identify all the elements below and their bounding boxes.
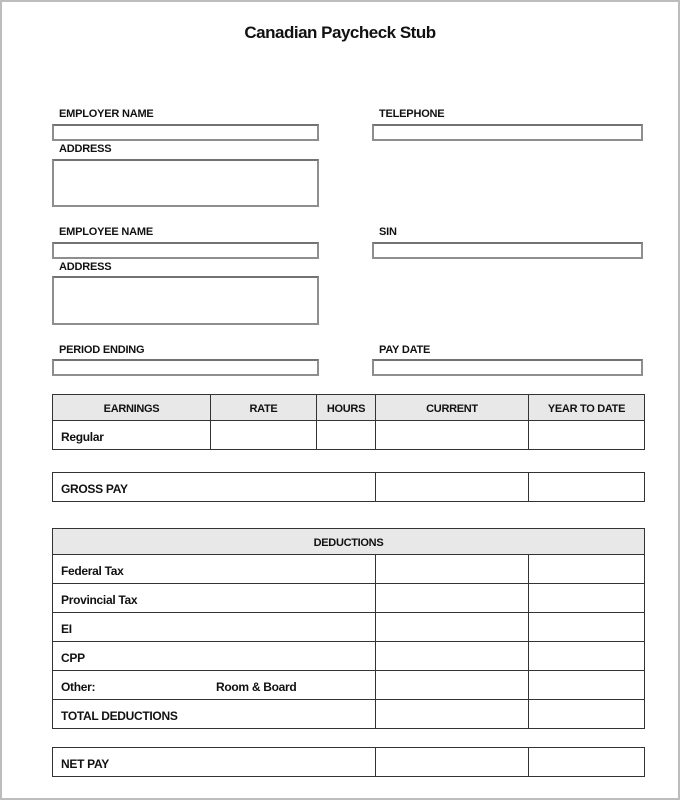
employee-address-label: ADDRESS: [59, 261, 112, 273]
employee-name-input[interactable]: [52, 242, 319, 259]
deduction-year-to-date-cell: [528, 555, 644, 583]
net-pay-row: [53, 748, 644, 776]
regular-rate-cell: [210, 421, 316, 449]
gross-pay-year-to-date-cell: [528, 473, 644, 501]
earnings-row-label: Regular: [61, 430, 104, 444]
deductions-table: [52, 528, 645, 729]
pay-date-label: PAY DATE: [379, 344, 431, 356]
net-pay-label: NET PAY: [61, 757, 109, 771]
deduction-row-label: [53, 671, 375, 699]
telephone-input[interactable]: [372, 124, 643, 141]
period-ending-input[interactable]: [52, 359, 319, 376]
year-to-date-header-cell: YEAR TO DATE: [528, 395, 644, 420]
telephone-label: TELEPHONE: [379, 108, 445, 120]
employer-address-label: ADDRESS: [59, 143, 112, 155]
deduction-row-label: EI: [61, 622, 72, 636]
deduction-row-federal-tax: [53, 554, 644, 583]
employer-address-input[interactable]: [52, 159, 319, 207]
deduction-current-cell: [375, 642, 528, 670]
deduction-row-provincial-tax: [53, 583, 644, 612]
deduction-row-total: [53, 699, 644, 728]
page-title: Canadian Paycheck Stub: [244, 23, 436, 42]
other-description-label: Room & Board: [216, 680, 297, 694]
deduction-current-cell: [375, 584, 528, 612]
earnings-header-row: [53, 395, 644, 420]
regular-hours-cell: [316, 421, 375, 449]
current-header-cell: CURRENT: [375, 395, 528, 420]
net-pay-table: [52, 747, 645, 777]
deduction-row-other: [53, 670, 644, 699]
employer-name-label: EMPLOYER NAME: [59, 108, 154, 120]
deductions-title-cell: DEDUCTIONS: [313, 537, 384, 549]
employee-address-input[interactable]: [52, 276, 319, 325]
net-pay-year-to-date-cell: [528, 748, 644, 776]
deduction-current-cell: [375, 613, 528, 641]
sin-input[interactable]: [372, 242, 643, 259]
deduction-current-cell: [375, 700, 528, 728]
deduction-row-cpp: [53, 641, 644, 670]
deduction-row-label: Provincial Tax: [61, 593, 138, 607]
deduction-year-to-date-cell: [528, 613, 644, 641]
earnings-header-cell: EARNINGS: [103, 403, 160, 415]
hours-header-cell: HOURS: [316, 395, 375, 420]
earnings-table: [52, 394, 645, 450]
deduction-row-label: CPP: [61, 651, 85, 665]
deduction-current-cell: [375, 555, 528, 583]
deduction-current-cell: [375, 671, 528, 699]
earnings-row-regular: [53, 420, 644, 449]
rate-header-cell: RATE: [210, 395, 316, 420]
gross-pay-table: [52, 472, 645, 502]
period-ending-label: PERIOD ENDING: [59, 344, 145, 356]
deduction-row-label: Federal Tax: [61, 564, 124, 578]
regular-current-cell: [375, 421, 528, 449]
gross-pay-row: [53, 473, 644, 501]
employee-name-label: EMPLOYEE NAME: [59, 226, 153, 238]
other-label: Other:: [61, 680, 96, 694]
total-deductions-label: TOTAL DEDUCTIONS: [61, 709, 178, 723]
regular-year-to-date-cell: [528, 421, 644, 449]
gross-pay-current-cell: [375, 473, 528, 501]
deduction-year-to-date-cell: [528, 700, 644, 728]
deduction-year-to-date-cell: [528, 584, 644, 612]
net-pay-current-cell: [375, 748, 528, 776]
deduction-row-ei: [53, 612, 644, 641]
pay-date-input[interactable]: [372, 359, 643, 376]
employer-name-input[interactable]: [52, 124, 319, 141]
deduction-year-to-date-cell: [528, 671, 644, 699]
sin-label: SIN: [379, 226, 397, 238]
gross-pay-label: GROSS PAY: [61, 482, 128, 496]
deduction-year-to-date-cell: [528, 642, 644, 670]
deductions-header-row: [53, 529, 644, 554]
